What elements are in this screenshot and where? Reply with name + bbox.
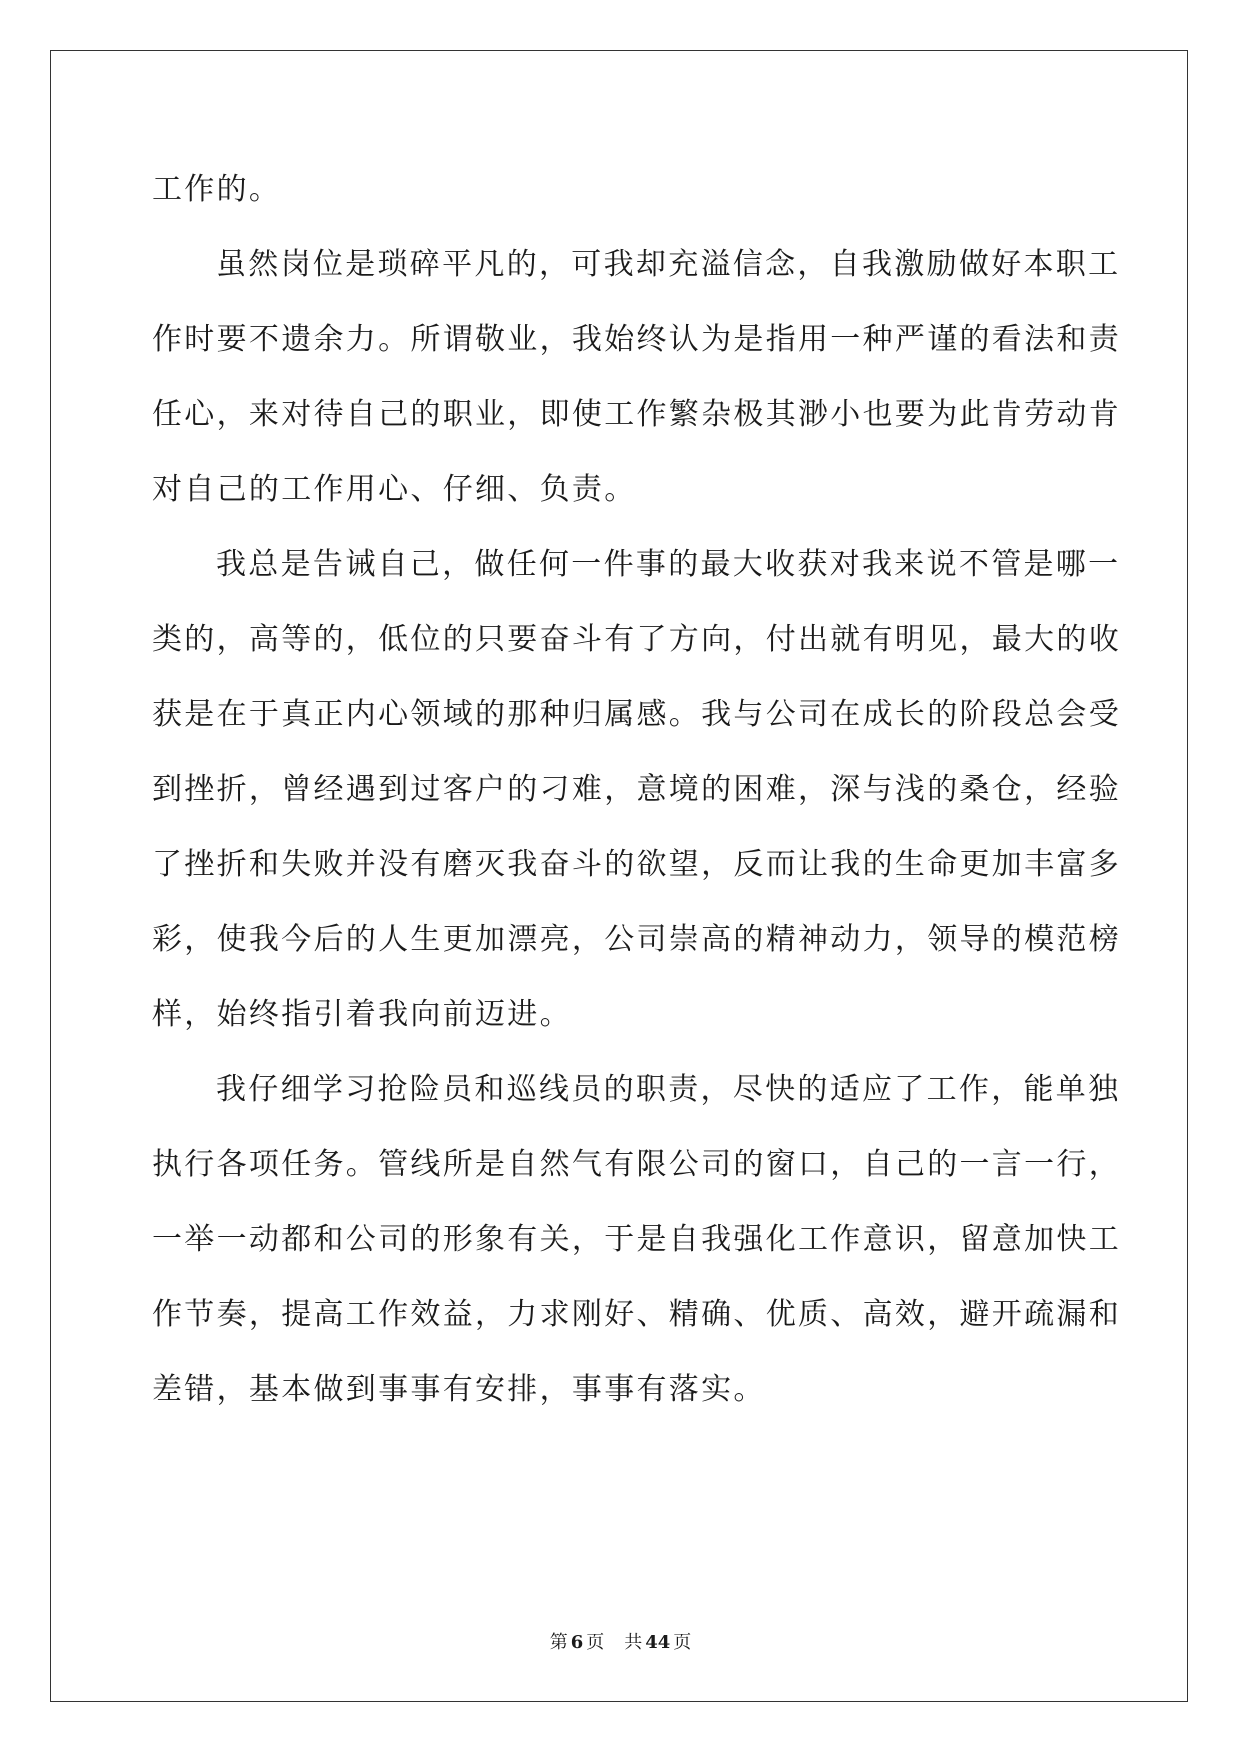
text-line: 一举一动都和公司的形象有关，于是自我强化工作意识，留意加快工 [152,1222,1121,1257]
text-line: 类的，高等的，低位的只要奋斗有了方向，付出就有明见，最大的收 [152,622,1121,657]
document-body [152,152,1121,1427]
paragraph-first-line: 我总是告诫自己，做任何一件事的最大收获对我来说不管是哪一 [216,547,1121,582]
page-number: 6 [570,1632,584,1653]
text-line: 执行各项任务。管线所是自然气有限公司的窗口，自己的一言一行， [152,1147,1121,1182]
text-line: 彩，使我今后的人生更加漂亮，公司崇高的精神动力，领导的模范榜 [152,922,1121,957]
total-suffix: 页 [673,1632,692,1653]
paragraph-first-line: 虽然岗位是琐碎平凡的，可我却充溢信念，自我激励做好本职工 [216,247,1121,282]
text-line: 工作的。 [152,172,282,207]
text-line: 到挫折，曾经遇到过客户的刁难，意境的困难，深与浅的桑仓，经验 [152,772,1121,807]
text-line: 对自己的工作用心、仔细、负责。 [152,472,637,507]
text-line: 差错，基本做到事事有安排，事事有落实。 [152,1372,766,1407]
page-footer [0,1628,1241,1654]
text-line: 作节奏，提高工作效益，力求刚好、精确、优质、高效，避开疏漏和 [152,1297,1121,1332]
text-line: 作时要不遗余力。所谓敬业，我始终认为是指用一种严谨的看法和责 [152,322,1121,357]
text-line: 了挫折和失败并没有磨灭我奋斗的欲望，反而让我的生命更加丰富多 [152,847,1121,882]
page-prefix: 第 [549,1632,568,1653]
paragraph-first-line: 我仔细学习抢险员和巡线员的职责，尽快的适应了工作，能单独 [216,1072,1121,1107]
text-line: 获是在于真正内心领域的那种归属感。我与公司在成长的阶段总会受 [152,697,1121,732]
text-line: 任心，来对待自己的职业，即使工作繁杂极其渺小也要为此肯劳动肯 [152,397,1121,432]
text-line: 样，始终指引着我向前迈进。 [152,997,572,1032]
total-pages: 44 [645,1632,671,1653]
page-suffix: 页 [586,1632,605,1653]
total-prefix: 共 [624,1632,643,1653]
